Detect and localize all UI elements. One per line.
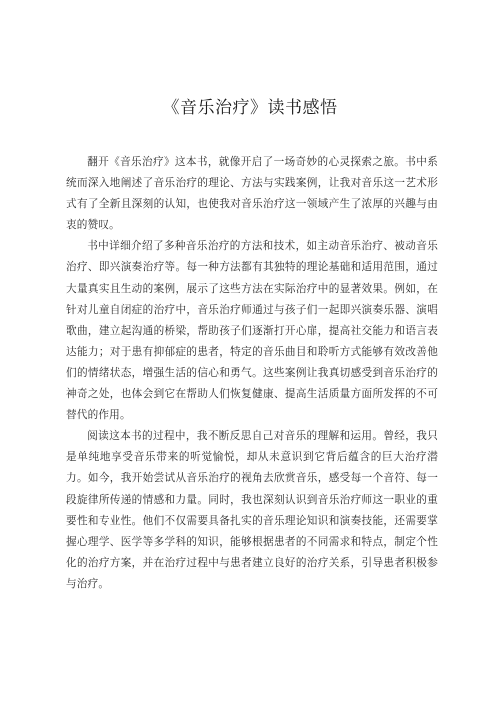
document-title: 《音乐治疗》读书感悟 — [162, 98, 338, 118]
paragraph-3: 阅读这本书的过程中，我不断反思自己对音乐的理解和运用。曾经，我只是单纯地享受音乐带来的听觉愉悦，却从未意识到它背后蕴含的巨大治疗潜力。如今，我开始尝试从音乐治疗的视角去欣赏音乐，感受每一个音符、每一段旋律所传递的情感和力量。同时，我也深刻认识到音乐治疗师这一职业的重要性和专业性。他们不仅需要具备扎实的音乐理论知识和演奏技能，还需要掌握心理学、医学等多学科的知识，能够根据患者的不同需求和特点，制定个性化的治疗方案，并在治疗过程中与患者建立良好的治疗关系，引导患者积极参与治疗。 — [66, 430, 438, 590]
paragraph-2: 书中详细介绍了多种音乐治疗的方法和技术，如主动音乐治疗、被动音乐治疗、即兴演奏治疗等。每一种方法都有其独特的理论基础和适用范围，通过大量真实且生动的案例，展示了这些方法在实际治疗中的显著效果。例如，在针对儿童自闭症的治疗中，音乐治疗师通过与孩子们一起即兴演奏乐器、演唱歌曲，建立起沟通的桥梁，帮助孩子们逐渐打开心扉，提高社交能力和语言表达能力；对于患有抑郁症的患者，特定的音乐曲目和聆听方式能够有效改善他们的情绪状态，增强生活的信心和勇气。这些案例让我真切感受到音乐治疗的神奇之处，也体会到它在帮助人们恢复健康、提高生活质量方面所发挥的不可替代的作用。 — [66, 240, 438, 422]
document-body — [66, 152, 438, 595]
paragraph-1: 翻开《音乐治疗》这本书，就像开启了一场奇妙的心灵探索之旅。书中系统而深入地阐述了音乐治疗的理论、方法与实践案例，让我对音乐这一艺术形式有了全新且深刻的认知，也使我对音乐治疗这一领域产生了浓厚的兴趣与由衷的赞叹。 — [66, 156, 438, 232]
